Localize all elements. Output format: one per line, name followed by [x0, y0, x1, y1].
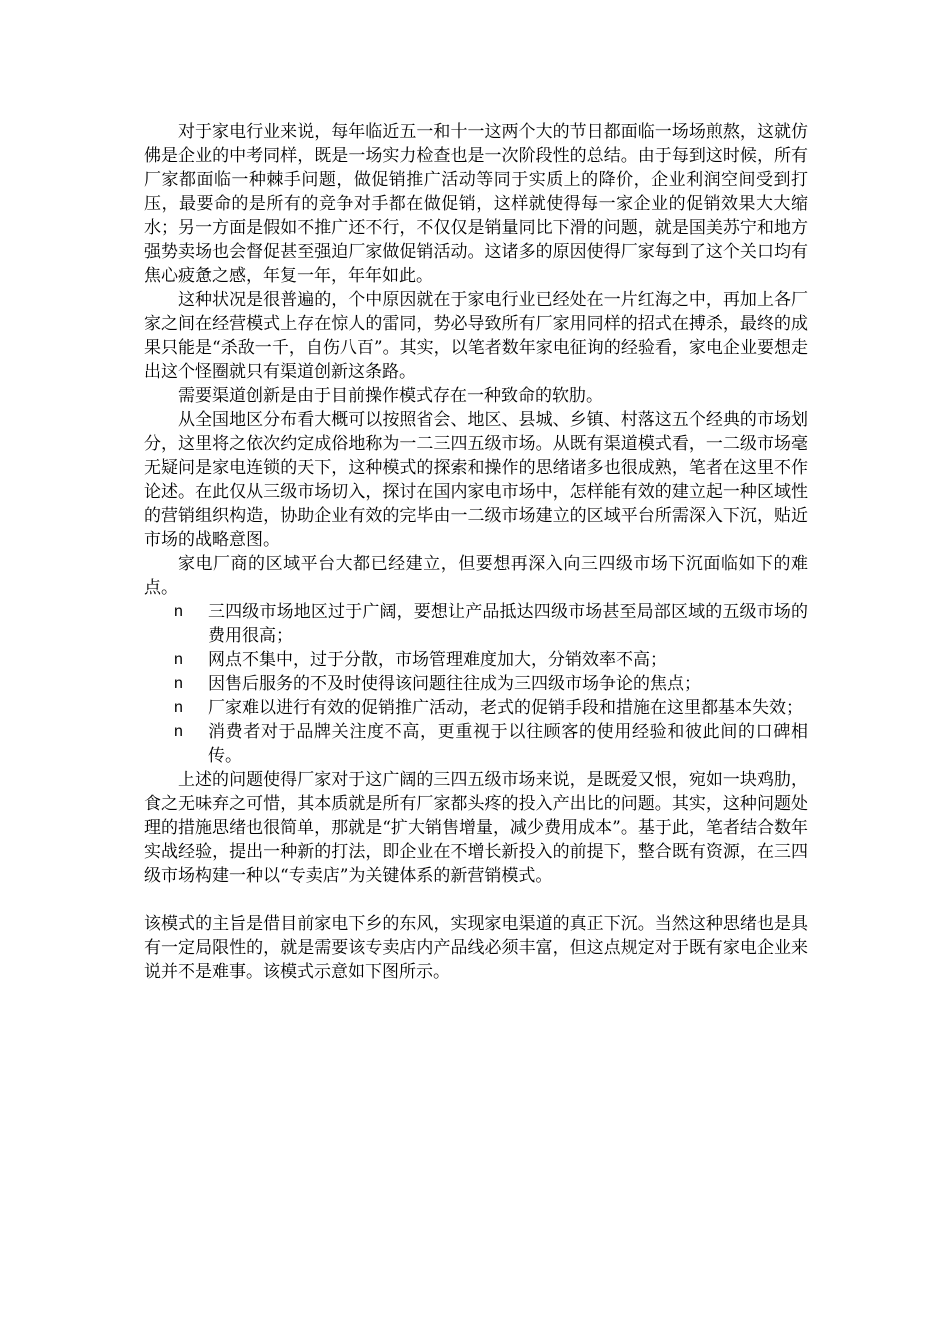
bullet-marker: n	[174, 603, 183, 620]
list-item	[144, 600, 808, 648]
list-item-text: 消费者对于品牌关注度不高，更重视于以往顾客的使用经验和彼此间的口碑相传。	[208, 722, 808, 766]
list-item	[144, 720, 808, 768]
list-item	[144, 648, 808, 672]
list-item	[144, 696, 808, 720]
blank-line	[144, 888, 808, 912]
list-item-text: 三四级市场地区过于广阔，要想让产品抵达四级市场甚至局部区域的五级市场的费用很高；	[208, 602, 808, 646]
list-item-text: 网点不集中，过于分散，市场管理难度加大，分销效率不高；	[208, 650, 667, 670]
paragraph-red-ocean: 这种状况是很普遍的，个中原因就在于家电行业已经处在一片红海之中，再加上各厂家之间在经营模式上存在惊人的雷同，势必导致所有厂家用同样的招式在搏杀，最终的成果只能是“杀敌一千，自伤八百”。其实，以笔者数年家电征询的经验看，家电企业要想走出这个怪圈就只有渠道创新这条路。	[144, 290, 808, 382]
bullet-marker: n	[174, 651, 183, 668]
paragraph-market-levels: 从全国地区分布看大概可以按照省会、地区、县城、乡镇、村落这五个经典的市场划分，这里将之依次约定成俗地称为一二三四五级市场。从既有渠道模式看，一二级市场毫无疑问是家电连锁的天下，这种模式的探索和操作的思绪诸多也很成熟，笔者在这里不作论述。在此仅从三级市场切入，探讨在国内家电市场中，怎样能有效的建立起一种区域性的营销组织构造，协助企业有效的完毕由一二级市场建立的区域平台所需深入下沉，贴近市场的战略意图。	[144, 410, 808, 550]
bullet-marker: n	[174, 675, 183, 692]
paragraph-intro: 对于家电行业来说，每年临近五一和十一这两个大的节日都面临一场场煎熬，这就仿佛是企业的中考同样，既是一场实力检查也是一次阶段性的总结。由于每到这时候，所有厂家都面临一种棘手问题，做促销推广活动等同于实质上的降价，企业利润空间受到打压，最要命的是所有的竞争对手都在做促销，这样就使得每一家企业的促销效果大大缩水；另一方面是假如不推广还不行，不仅仅是销量同比下滑的问题，就是国美苏宁和地方强势卖场也会督促甚至强迫厂家做促销活动。这诸多的原因使得厂家每到了这个关口均有焦心疲惫之感，年复一年，年年如此。	[144, 122, 808, 286]
list-item	[144, 672, 808, 696]
bullet-marker: n	[174, 699, 183, 716]
list-item-text: 因售后服务的不及时使得该问题往往成为三四级市场争论的焦点；	[208, 674, 701, 694]
difficulty-list	[144, 600, 808, 768]
bullet-marker: n	[174, 723, 183, 740]
document-page	[144, 120, 808, 984]
paragraph-model-summary: 该模式的主旨是借目前家电下乡的东风，实现家电渠道的真正下沉。当然这种思绪也是具有一定局限性的，就是需要该专卖店内产品线必须丰富，但这点规定对于既有家电企业来说并不是难事。该模式示意如下图所示。	[144, 914, 808, 982]
paragraph-difficulties-intro: 家电厂商的区域平台大都已经建立，但要想再深入向三四级市场下沉面临如下的难点。	[144, 554, 808, 598]
paragraph-solution: 上述的问题使得厂家对于这广阔的三四五级市场来说，是既爱又恨，宛如一块鸡肋，食之无味弃之可惜，其本质就是所有厂家都头疼的投入产出比的问题。其实，这种问题处理的措施思绪也很简单，那就是“扩大销售增量，减少费用成本”。基于此，笔者结合数年实战经验，提出一种新的打法，即企业在不增长新投入的前提下，整合既有资源，在三四级市场构建一种以“专卖店”为关键体系的新营销模式。	[144, 770, 808, 886]
list-item-text: 厂家难以进行有效的促销推广活动，老式的促销手段和措施在这里都基本失效；	[208, 698, 803, 718]
paragraph-channel-innovation: 需要渠道创新是由于目前操作模式存在一种致命的软肋。	[178, 386, 603, 406]
